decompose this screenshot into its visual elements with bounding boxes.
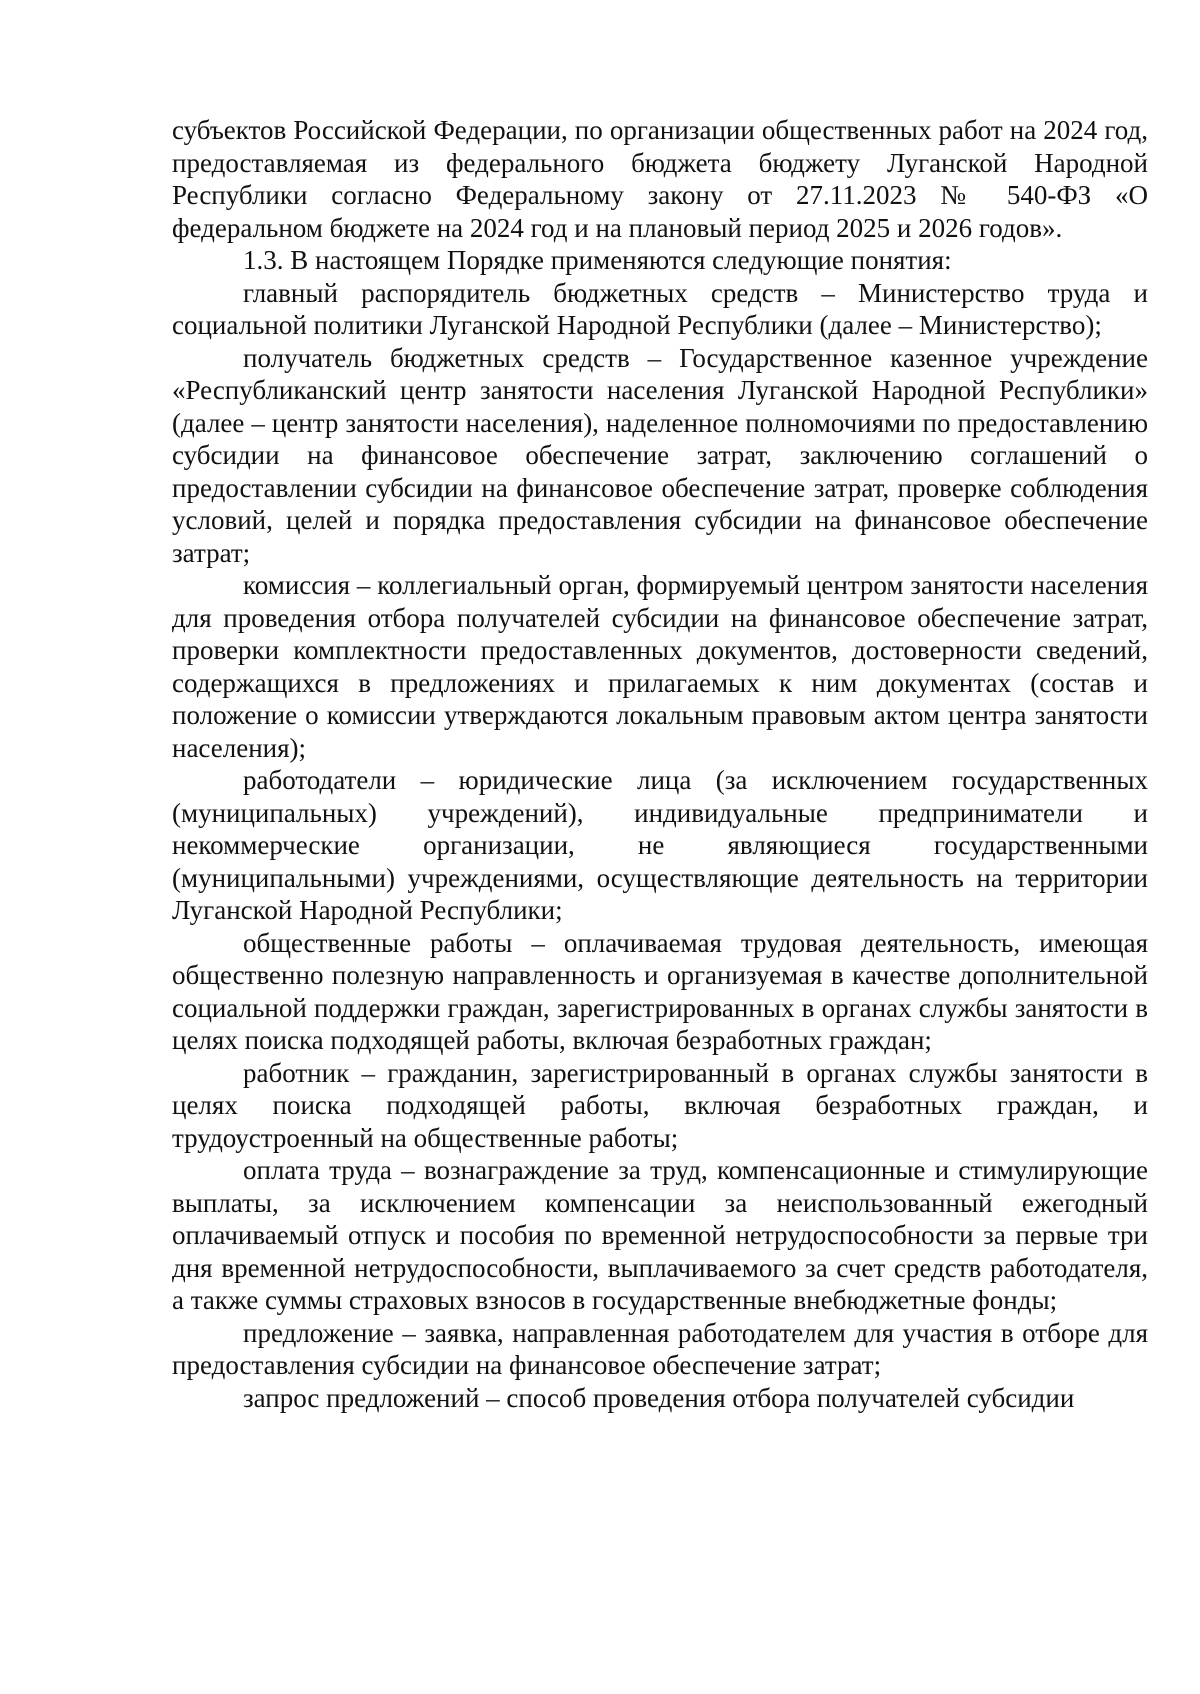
paragraph-employers: работодатели – юридические лица (за исключением государственных (муниципальных) учреждений), индивидуальные предприниматели и некоммерческие организации, не являющиеся государственными (муниципальными) учреждениями, осуществляющие деятельность на территории Луганской Народной Республики; bbox=[172, 765, 1148, 925]
paragraph-request-for-proposals: запрос предложений – способ проведения отбора получателей субсидии bbox=[243, 1382, 1075, 1413]
paragraph-commission: комиссия – коллегиальный орган, формируемый центром занятости населения для проведения отбора получателей субсидии на финансовое обеспечение затрат, проверки комплектности предоставленных документов, достоверности сведений, содержащихся в предложениях и прилагаемых к ним документах (состав и положение о комиссии утверждаются локальным правовым актом центра занятости населения); bbox=[172, 570, 1148, 763]
paragraph-budget-recipient: получатель бюджетных средств – Государственное казенное учреждение «Республиканский центр занятости населения Луганской Народной Республики» (далее – центр занятости населения), наделенное полномочиями по предоставлению субсидии на финансовое обеспечение затрат, заключению соглашений о предоставлении субсидии на финансовое обеспечение затрат, проверке соблюдения условий, целей и порядка предоставления субсидии на финансовое обеспечение затрат; bbox=[172, 342, 1148, 568]
paragraph-continuation: субъектов Российской Федерации, по организации общественных работ на 2024 год, предоставляемая из федерального бюджета бюджету Луганской Народной Республики согласно Федеральному закону от 27.11.2023 № 540-ФЗ «О федеральном бюджете на 2024 год и на плановый период 2025 и 2026 годов». bbox=[172, 115, 1148, 243]
paragraph-proposal: предложение – заявка, направленная работодателем для участия в отборе для предоставления субсидии на финансовое обеспечение затрат; bbox=[172, 1317, 1148, 1380]
document-body bbox=[172, 114, 1148, 1414]
paragraph-public-works: общественные работы – оплачиваемая трудовая деятельность, имеющая общественно полезную направленность и организуемая в качестве дополнительной социальной поддержки граждан, зарегистрированных в органах службы занятости в целях поиска подходящей работы, включая безработных граждан; bbox=[172, 927, 1148, 1055]
paragraph-remuneration: оплата труда – вознаграждение за труд, компенсационные и стимулирующие выплаты, за исключением компенсации за неиспользованный ежегодный оплачиваемый отпуск и пособия по временной нетрудоспособности за первые три дня временной нетрудоспособности, выплачиваемого за счет средств работодателя, а также суммы страховых взносов в государственные внебюджетные фонды; bbox=[172, 1155, 1148, 1315]
paragraph-employee: работник – гражданин, зарегистрированный в органах службы занятости в целях поиска подходящей работы, включая безработных граждан, и трудоустроенный на общественные работы; bbox=[172, 1057, 1148, 1153]
paragraph-chief-administrator: главный распорядитель бюджетных средств – Министерство труда и социальной политики Луганской Народной Республики (далее – Министерство); bbox=[172, 277, 1148, 340]
paragraph-clause-1-3: 1.3. В настоящем Порядке применяются следующие понятия: bbox=[243, 245, 952, 275]
